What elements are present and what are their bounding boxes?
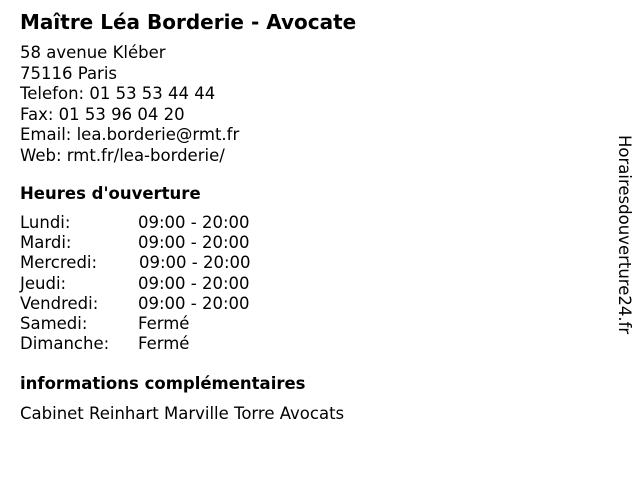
- day-label: Vendredi:: [20, 293, 99, 313]
- hours-value: 09:00 - 20:00: [138, 213, 250, 232]
- website-address: Web: rmt.fr/lea-borderie/: [20, 145, 225, 165]
- day-label: Lundi:: [20, 213, 71, 232]
- day-label: Samedi:: [20, 313, 88, 333]
- phone-number: Telefon: 01 53 53 44 44: [20, 84, 216, 103]
- hours-value: 09:00 - 20:00: [138, 273, 250, 293]
- hours-value: Fermé: [138, 313, 190, 333]
- street-address: 58 avenue Kléber: [20, 43, 166, 62]
- hours-value: 09:00 - 20:00: [139, 253, 251, 273]
- opening-hours-heading: Heures d'ouverture: [20, 184, 201, 203]
- hours-value: 09:00 - 20:00: [138, 293, 250, 313]
- additional-info-text: Cabinet Reinhart Marville Torre Avocats: [20, 404, 345, 423]
- hours-value: 09:00 - 20:00: [138, 233, 250, 253]
- day-label: Dimanche:: [20, 334, 110, 354]
- day-label: Jeudi:: [20, 273, 67, 293]
- day-label: Mercredi:: [20, 253, 98, 273]
- email-address: Email: lea.borderie@rmt.fr: [20, 125, 240, 144]
- page-title: Maître Léa Borderie - Avocate: [20, 10, 357, 34]
- fax-number: Fax: 01 53 96 04 20: [20, 104, 185, 124]
- site-watermark: Horairesdouverture24.fr: [615, 135, 634, 335]
- city-postcode: 75116 Paris: [20, 63, 118, 83]
- hours-value: Fermé: [138, 334, 190, 354]
- contact-block: [20, 43, 239, 166]
- additional-info-heading: informations complémentaires: [20, 374, 306, 393]
- day-label: Mardi:: [20, 233, 72, 253]
